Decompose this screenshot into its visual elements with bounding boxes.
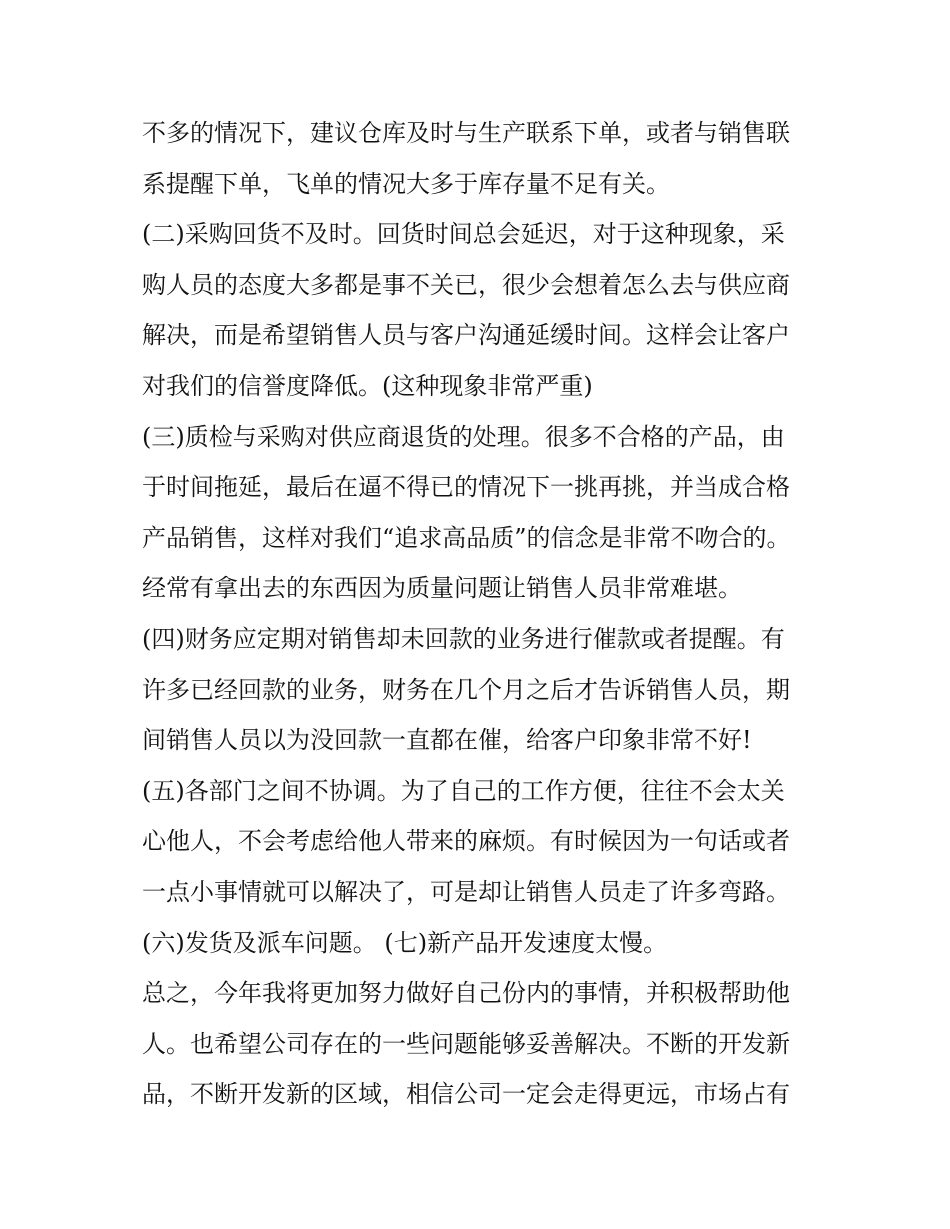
text-line: (四)财务应定期对销售却未回款的业务进行催款或者提醒。有 bbox=[142, 624, 785, 653]
text-line: 品，不断开发新的区域，相信公司一定会走得更远，市场占有 bbox=[142, 1080, 790, 1109]
document-body bbox=[142, 108, 822, 1120]
text-line: 于时间拖延，最后在逼不得已的情况下一挑再挑，并当成合格 bbox=[142, 473, 790, 502]
text-line: (三)质检与采购对供应商退货的处理。很多不合格的产品，由 bbox=[142, 422, 785, 451]
text-line: 总之，今年我将更加努力做好自己份内的事情，并积极帮助他 bbox=[142, 979, 790, 1008]
text-line: (六)发货及派车问题。 (七)新产品开发速度太慢。 bbox=[142, 928, 668, 957]
text-line: 系提醒下单，飞单的情况大多于库存量不足有关。 bbox=[142, 169, 670, 198]
text-line: 间销售人员以为没回款一直都在催，给客户印象非常不好! bbox=[142, 726, 752, 755]
text-line: 解决，而是希望销售人员与客户沟通延缓时间。这样会让客户 bbox=[142, 321, 790, 350]
text-line: 购人员的态度大多都是事不关已，很少会想着怎么去与供应商 bbox=[142, 270, 790, 299]
text-line: 人。也希望公司存在的一些问题能够妥善解决。不断的开发新 bbox=[142, 1029, 790, 1058]
text-line: (五)各部门之间不协调。为了自己的工作方便，往往不会太关 bbox=[142, 776, 785, 805]
text-line: 不多的情况下，建议仓库及时与生产联系下单，或者与销售联 bbox=[142, 119, 790, 147]
text-line: 许多已经回款的业务，财务在几个月之后才告诉销售人员，期 bbox=[142, 675, 790, 704]
text-line: 对我们的信誉度降低。(这种现象非常严重) bbox=[142, 371, 593, 400]
text-line: 一点小事情就可以解决了，可是却让销售人员走了许多弯路。 bbox=[142, 877, 790, 906]
text-line: 经常有拿出去的东西因为质量问题让销售人员非常难堪。 bbox=[142, 574, 742, 603]
text-line: (二)采购回货不及时。回货时间总会延迟，对于这种现象，采 bbox=[142, 220, 785, 249]
text-line: 产品销售，这样对我们“追求高品质”的信念是非常不吻合的。 bbox=[142, 523, 791, 552]
text-line: 心他人，不会考虑给他人带来的麻烦。有时候因为一句话或者 bbox=[142, 827, 790, 856]
